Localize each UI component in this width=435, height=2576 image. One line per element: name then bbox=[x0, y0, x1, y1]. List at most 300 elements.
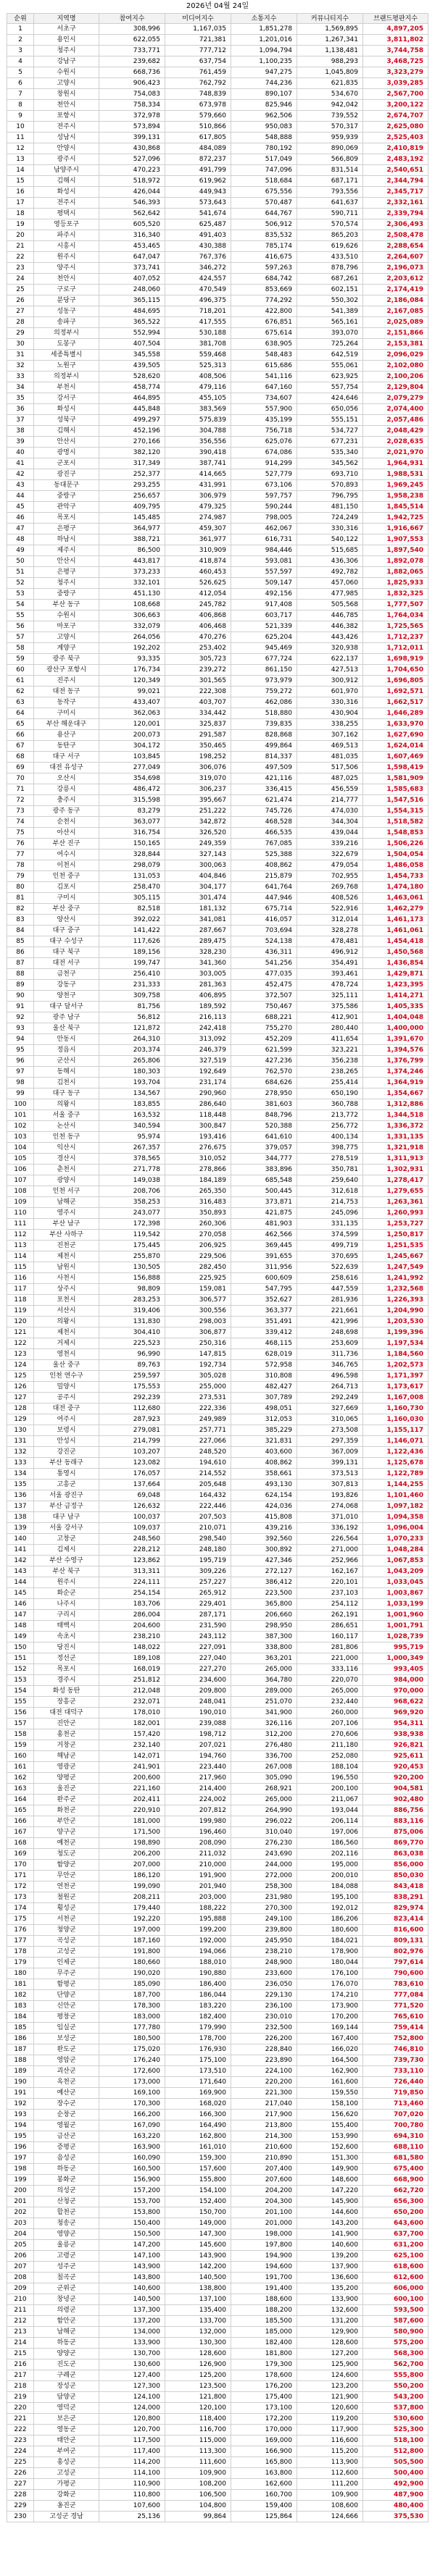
cell-community: 297,359 bbox=[297, 1436, 363, 1446]
cell-media: 430,388 bbox=[165, 241, 231, 251]
cell-brand-index: 1,423,395 bbox=[363, 980, 428, 990]
cell-region: 화성시 bbox=[34, 404, 99, 414]
cell-community: 156,620 bbox=[297, 2110, 363, 2120]
cell-media: 251,222 bbox=[165, 806, 231, 816]
cell-rank: 151 bbox=[7, 1653, 34, 1664]
cell-community: 226,564 bbox=[297, 1534, 363, 1544]
cell-community: 693,710 bbox=[297, 469, 363, 479]
cell-region: 함양군 bbox=[34, 1860, 99, 1870]
cell-rank: 10 bbox=[7, 122, 34, 132]
cell-rank: 72 bbox=[7, 795, 34, 805]
cell-region: 정읍시 bbox=[34, 1045, 99, 1055]
cell-communication: 206,660 bbox=[231, 1610, 297, 1620]
cell-participation: 157,200 bbox=[99, 2186, 165, 2196]
cell-brand-index: 797,614 bbox=[363, 1958, 428, 1968]
table-row bbox=[7, 719, 428, 730]
cell-brand-index: 2,567,700 bbox=[363, 89, 428, 99]
cell-rank: 202 bbox=[7, 2207, 34, 2218]
cell-region: 임실군 bbox=[34, 2023, 99, 2033]
table-row bbox=[7, 1143, 428, 1154]
cell-media: 229,401 bbox=[165, 1599, 231, 1609]
cell-brand-index: 1,184,560 bbox=[363, 1349, 428, 1359]
cell-communication: 506,912 bbox=[231, 219, 297, 230]
cell-participation: 107,600 bbox=[99, 2501, 165, 2511]
cell-community: 515,685 bbox=[297, 545, 363, 555]
cell-brand-index: 1,461,061 bbox=[363, 926, 428, 936]
cell-communication: 307,789 bbox=[231, 1393, 297, 1403]
cell-participation: 265,806 bbox=[99, 1056, 165, 1066]
cell-media: 248,180 bbox=[165, 1545, 231, 1555]
cell-region: 의왕시 bbox=[34, 1099, 99, 1109]
cell-brand-index: 1,554,315 bbox=[363, 806, 428, 816]
cell-rank: 216 bbox=[7, 2359, 34, 2370]
cell-media: 265,912 bbox=[165, 1588, 231, 1598]
cell-participation: 332,079 bbox=[99, 621, 165, 632]
cell-region: 증평군 bbox=[34, 2142, 99, 2152]
cell-brand-index: 1,263,361 bbox=[363, 1197, 428, 1207]
cell-community: 256,772 bbox=[297, 1121, 363, 1131]
cell-communication: 363,201 bbox=[231, 1653, 297, 1664]
cell-participation: 378,565 bbox=[99, 1154, 165, 1164]
cell-community: 457,060 bbox=[297, 578, 363, 588]
cell-region: 분당구 bbox=[34, 295, 99, 306]
cell-participation: 232,140 bbox=[99, 1740, 165, 1750]
cell-communication: 267,008 bbox=[231, 1762, 297, 1772]
cell-participation: 185,090 bbox=[99, 1979, 165, 1989]
cell-communication: 416,057 bbox=[231, 915, 297, 925]
cell-brand-index: 752,800 bbox=[363, 2034, 428, 2044]
cell-brand-index: 771,520 bbox=[363, 2001, 428, 2011]
cell-community: 344,304 bbox=[297, 817, 363, 827]
cell-rank: 159 bbox=[7, 1740, 34, 1750]
cell-brand-index: 954,311 bbox=[363, 1719, 428, 1729]
cell-region: 신안군 bbox=[34, 2001, 99, 2011]
cell-region: 대전 유성구 bbox=[34, 763, 99, 773]
cell-communication: 201,100 bbox=[231, 2207, 297, 2218]
cell-brand-index: 2,332,161 bbox=[363, 198, 428, 208]
cell-participation: 137,300 bbox=[99, 2305, 165, 2315]
cell-participation: 123,082 bbox=[99, 1458, 165, 1468]
cell-communication: 756,718 bbox=[231, 426, 297, 436]
table-row bbox=[7, 1599, 428, 1610]
table-row bbox=[7, 763, 428, 773]
table-row bbox=[7, 241, 428, 252]
cell-media: 257,227 bbox=[165, 1577, 231, 1587]
cell-region: 안성시 bbox=[34, 1436, 99, 1446]
cell-region: 광주 북구 bbox=[34, 654, 99, 664]
cell-region: 울산 북구 bbox=[34, 1023, 99, 1033]
cell-participation: 340,594 bbox=[99, 1121, 165, 1131]
cell-brand-index: 662,720 bbox=[363, 2186, 428, 2196]
cell-participation: 150,165 bbox=[99, 839, 165, 849]
table-header bbox=[7, 13, 428, 24]
cell-brand-index: 1,197,534 bbox=[363, 1338, 428, 1348]
cell-media: 417,555 bbox=[165, 317, 231, 327]
cell-communication: 1,851,278 bbox=[231, 24, 297, 34]
cell-community: 280,440 bbox=[297, 1023, 363, 1033]
cell-rank: 32 bbox=[7, 361, 34, 371]
cell-region: 광주시 bbox=[34, 154, 99, 164]
cell-community: 360,788 bbox=[297, 1099, 363, 1109]
cell-brand-index: 1,633,970 bbox=[363, 719, 428, 729]
cell-rank: 87 bbox=[7, 958, 34, 968]
cell-brand-index: 1,988,531 bbox=[363, 469, 428, 479]
cell-region: 평택시 bbox=[34, 209, 99, 219]
cell-media: 205,648 bbox=[165, 1480, 231, 1490]
cell-rank: 187 bbox=[7, 2044, 34, 2055]
cell-participation: 306,663 bbox=[99, 611, 165, 621]
cell-community: 307,162 bbox=[297, 730, 363, 740]
cell-community: 141,900 bbox=[297, 2229, 363, 2239]
cell-region: 상주시 bbox=[34, 1284, 99, 1294]
table-row bbox=[7, 741, 428, 752]
cell-rank: 119 bbox=[7, 1306, 34, 1316]
cell-participation: 110,900 bbox=[99, 2479, 165, 2489]
cell-rank: 185 bbox=[7, 2023, 34, 2033]
cell-communication: 392,560 bbox=[231, 1534, 297, 1544]
cell-participation: 254,154 bbox=[99, 1588, 165, 1598]
cell-region: 동해시 bbox=[34, 1067, 99, 1077]
cell-communication: 962,506 bbox=[231, 111, 297, 121]
cell-region: 부산 동래구 bbox=[34, 1458, 99, 1468]
cell-participation: 110,800 bbox=[99, 2490, 165, 2500]
cell-region: 노원구 bbox=[34, 361, 99, 371]
cell-participation: 409,795 bbox=[99, 502, 165, 512]
table-row bbox=[7, 2044, 428, 2055]
cell-media: 188,222 bbox=[165, 1903, 231, 1913]
cell-rank: 192 bbox=[7, 2099, 34, 2109]
cell-media: 203,000 bbox=[165, 1892, 231, 1902]
cell-rank: 90 bbox=[7, 991, 34, 1001]
cell-community: 136,600 bbox=[297, 2273, 363, 2283]
cell-brand-index: 1,122,789 bbox=[363, 1469, 428, 1479]
cell-region: 강화군 bbox=[34, 2490, 99, 2500]
table-row bbox=[7, 502, 428, 513]
cell-brand-index: 675,400 bbox=[363, 2164, 428, 2174]
cell-media: 155,800 bbox=[165, 2175, 231, 2185]
table-row bbox=[7, 904, 428, 915]
cell-participation: 528,620 bbox=[99, 372, 165, 382]
cell-brand-index: 1,462,279 bbox=[363, 904, 428, 914]
cell-media: 159,081 bbox=[165, 1284, 231, 1294]
cell-rank: 96 bbox=[7, 1056, 34, 1066]
cell-community: 412,901 bbox=[297, 1012, 363, 1023]
cell-participation: 364,977 bbox=[99, 524, 165, 534]
cell-rank: 67 bbox=[7, 741, 34, 751]
cell-community: 184,021 bbox=[297, 1936, 363, 1946]
cell-participation: 176,240 bbox=[99, 2055, 165, 2065]
cell-media: 767,376 bbox=[165, 252, 231, 262]
table-row bbox=[7, 1545, 428, 1556]
cell-community: 398,775 bbox=[297, 1143, 363, 1153]
table-row bbox=[7, 1447, 428, 1458]
cell-communication: 311,956 bbox=[231, 1262, 297, 1272]
cell-participation: 200,073 bbox=[99, 730, 165, 740]
cell-communication: 527,779 bbox=[231, 469, 297, 479]
cell-brand-index: 1,199,396 bbox=[363, 1327, 428, 1338]
table-row bbox=[7, 697, 428, 708]
cell-media: 253,402 bbox=[165, 643, 231, 653]
cell-region: 영월군 bbox=[34, 2120, 99, 2131]
cell-region: 인천 중구 bbox=[34, 871, 99, 881]
cell-media: 290,960 bbox=[165, 1088, 231, 1099]
cell-media: 207,021 bbox=[165, 1740, 231, 1750]
cell-community: 178,900 bbox=[297, 1947, 363, 1957]
cell-community: 534,727 bbox=[297, 426, 363, 436]
cell-media: 406,895 bbox=[165, 991, 231, 1001]
cell-region: 대전 중구 bbox=[34, 1404, 99, 1414]
cell-media: 145,600 bbox=[165, 2240, 231, 2250]
cell-media: 166,300 bbox=[165, 2110, 231, 2120]
cell-region: 성남시 bbox=[34, 133, 99, 143]
cell-rank: 89 bbox=[7, 980, 34, 990]
cell-region: 청도군 bbox=[34, 1849, 99, 1859]
cell-community: 566,809 bbox=[297, 154, 363, 164]
cell-brand-index: 1,696,805 bbox=[363, 676, 428, 686]
cell-media: 313,092 bbox=[165, 1034, 231, 1044]
cell-media: 350,893 bbox=[165, 1208, 231, 1218]
cell-participation: 143,800 bbox=[99, 2273, 165, 2283]
cell-participation: 668,736 bbox=[99, 67, 165, 77]
cell-communication: 675,556 bbox=[231, 187, 297, 197]
cell-brand-index: 2,153,381 bbox=[363, 339, 428, 349]
cell-rank: 113 bbox=[7, 1241, 34, 1251]
cell-communication: 197,800 bbox=[231, 2240, 297, 2250]
cell-region: 광산구 포항시 bbox=[34, 665, 99, 675]
cell-participation: 287,923 bbox=[99, 1414, 165, 1425]
cell-brand-index: 650,200 bbox=[363, 2207, 428, 2218]
cell-rank: 195 bbox=[7, 2131, 34, 2141]
cell-participation: 153,700 bbox=[99, 2197, 165, 2207]
cell-communication: 162,600 bbox=[231, 2479, 297, 2489]
cell-region: 논산시 bbox=[34, 1121, 99, 1131]
cell-media: 199,980 bbox=[165, 1816, 231, 1826]
cell-brand-index: 765,610 bbox=[363, 2012, 428, 2022]
cell-media: 248,041 bbox=[165, 1697, 231, 1707]
table-row bbox=[7, 89, 428, 100]
cell-rank: 194 bbox=[7, 2120, 34, 2131]
table-row bbox=[7, 1708, 428, 1719]
table-row bbox=[7, 56, 428, 67]
cell-participation: 224,111 bbox=[99, 1577, 165, 1587]
cell-participation: 277,049 bbox=[99, 763, 165, 773]
cell-region: 고창군 bbox=[34, 1534, 99, 1544]
cell-brand-index: 2,151,866 bbox=[363, 328, 428, 338]
cell-brand-index: 1,607,469 bbox=[363, 752, 428, 762]
cell-region: 칠곡군 bbox=[34, 2273, 99, 2283]
cell-community: 481,035 bbox=[297, 752, 363, 762]
cell-participation: 86,500 bbox=[99, 545, 165, 555]
cell-media: 414,665 bbox=[165, 469, 231, 479]
cell-brand-index: 2,167,085 bbox=[363, 306, 428, 316]
cell-region: 옥천군 bbox=[34, 2077, 99, 2087]
cell-community: 265,000 bbox=[297, 1686, 363, 1696]
cell-region: 부산 동구 bbox=[34, 600, 99, 610]
cell-brand-index: 1,400,000 bbox=[363, 1023, 428, 1033]
cell-region: 남해군 bbox=[34, 1197, 99, 1207]
cell-rank: 227 bbox=[7, 2479, 34, 2489]
cell-region: 안산시 bbox=[34, 437, 99, 447]
cell-media: 214,552 bbox=[165, 1469, 231, 1479]
cell-rank: 30 bbox=[7, 339, 34, 349]
cell-participation: 622,055 bbox=[99, 35, 165, 45]
cell-participation: 256,657 bbox=[99, 491, 165, 501]
cell-rank: 26 bbox=[7, 295, 34, 306]
cell-participation: 178,300 bbox=[99, 2001, 165, 2011]
table-row bbox=[7, 1740, 428, 1751]
cell-community: 180,044 bbox=[297, 1958, 363, 1968]
cell-community: 522,916 bbox=[297, 904, 363, 914]
cell-participation: 117,626 bbox=[99, 936, 165, 947]
cell-brand-index: 1,548,853 bbox=[363, 828, 428, 838]
cell-brand-index: 1,506,226 bbox=[363, 839, 428, 849]
cell-communication: 590,244 bbox=[231, 502, 297, 512]
cell-rank: 147 bbox=[7, 1610, 34, 1620]
cell-community: 796,795 bbox=[297, 491, 363, 501]
cell-media: 118,448 bbox=[165, 1110, 231, 1120]
cell-participation: 117,500 bbox=[99, 2436, 165, 2446]
cell-community: 338,255 bbox=[297, 719, 363, 729]
cell-community: 148,600 bbox=[297, 2175, 363, 2185]
cell-community: 214,777 bbox=[297, 795, 363, 805]
cell-brand-index: 984,000 bbox=[363, 1675, 428, 1685]
table-row bbox=[7, 871, 428, 882]
cell-rank: 166 bbox=[7, 1816, 34, 1826]
table-row bbox=[7, 1208, 428, 1219]
cell-rank: 163 bbox=[7, 1784, 34, 1794]
table-row bbox=[7, 1936, 428, 1947]
cell-region: 울산 중구 bbox=[34, 1360, 99, 1370]
cell-communication: 213,800 bbox=[231, 2120, 297, 2131]
cell-community: 147,220 bbox=[297, 2186, 363, 2196]
cell-region: 부산 사하구 bbox=[34, 1230, 99, 1240]
cell-media: 575,839 bbox=[165, 415, 231, 425]
cell-rank: 190 bbox=[7, 2077, 34, 2087]
cell-community: 252,966 bbox=[297, 1556, 363, 1566]
cell-region: 구례군 bbox=[34, 2370, 99, 2380]
cell-participation: 647,047 bbox=[99, 252, 165, 262]
cell-brand-index: 2,021,970 bbox=[363, 448, 428, 458]
cell-media: 245,782 bbox=[165, 600, 231, 610]
table-row bbox=[7, 2501, 428, 2512]
cell-communication: 244,000 bbox=[231, 1860, 297, 1870]
cell-community: 487,025 bbox=[297, 773, 363, 784]
cell-rank: 131 bbox=[7, 1436, 34, 1446]
cell-media: 872,237 bbox=[165, 154, 231, 164]
cell-media: 306,877 bbox=[165, 1327, 231, 1338]
table-row bbox=[7, 2436, 428, 2446]
cell-community: 161,600 bbox=[297, 2077, 363, 2087]
cell-brand-index: 1,146,071 bbox=[363, 1436, 428, 1446]
cell-communication: 541,116 bbox=[231, 372, 297, 382]
cell-region: 부산 해운대구 bbox=[34, 719, 99, 729]
cell-rank: 47 bbox=[7, 524, 34, 534]
cell-media: 227,066 bbox=[165, 1436, 231, 1446]
cell-community: 739,552 bbox=[297, 111, 363, 121]
cell-media: 164,432 bbox=[165, 1490, 231, 1501]
cell-media: 625,487 bbox=[165, 219, 231, 230]
cell-media: 316,483 bbox=[165, 1197, 231, 1207]
cell-community: 411,654 bbox=[297, 1034, 363, 1044]
cell-rank: 158 bbox=[7, 1729, 34, 1740]
cell-communication: 217,900 bbox=[231, 2110, 297, 2120]
cell-brand-index: 2,174,419 bbox=[363, 285, 428, 295]
cell-rank: 109 bbox=[7, 1197, 34, 1207]
cell-participation: 733,771 bbox=[99, 46, 165, 56]
cell-rank: 100 bbox=[7, 1099, 34, 1109]
cell-communication: 220,200 bbox=[231, 2077, 297, 2087]
cell-communication: 421,116 bbox=[231, 773, 297, 784]
cell-participation: 304,172 bbox=[99, 741, 165, 751]
cell-brand-index: 1,321,918 bbox=[363, 1143, 428, 1153]
cell-community: 424,646 bbox=[297, 393, 363, 403]
cell-participation: 486,472 bbox=[99, 784, 165, 794]
cell-region: 금천구 bbox=[34, 969, 99, 979]
cell-rank: 213 bbox=[7, 2327, 34, 2337]
cell-rank: 197 bbox=[7, 2153, 34, 2163]
cell-communication: 251,070 bbox=[231, 1697, 297, 1707]
table-row bbox=[7, 2414, 428, 2425]
cell-media: 470,549 bbox=[165, 285, 231, 295]
cell-brand-index: 562,700 bbox=[363, 2359, 428, 2370]
cell-rank: 128 bbox=[7, 1404, 34, 1414]
cell-community: 286,651 bbox=[297, 1621, 363, 1631]
cell-rank: 41 bbox=[7, 458, 34, 469]
cell-region: 정선군 bbox=[34, 1653, 99, 1664]
cell-brand-index: 920,453 bbox=[363, 1762, 428, 1772]
cell-community: 555,151 bbox=[297, 415, 363, 425]
cell-media: 231,590 bbox=[165, 1621, 231, 1631]
cell-communication: 950,083 bbox=[231, 122, 297, 132]
cell-communication: 452,475 bbox=[231, 980, 297, 990]
cell-rank: 83 bbox=[7, 915, 34, 925]
cell-participation: 171,500 bbox=[99, 1827, 165, 1837]
table-row bbox=[7, 1990, 428, 2001]
cell-participation: 203,374 bbox=[99, 1045, 165, 1055]
cell-rank: 154 bbox=[7, 1686, 34, 1696]
table-row bbox=[7, 426, 428, 437]
cell-region: 부산 수영구 bbox=[34, 1556, 99, 1566]
cell-participation: 189,108 bbox=[99, 1653, 165, 1664]
cell-rank: 57 bbox=[7, 632, 34, 642]
cell-communication: 160,700 bbox=[231, 2490, 297, 2500]
cell-rank: 205 bbox=[7, 2240, 34, 2250]
cell-community: 192,012 bbox=[297, 1903, 363, 1913]
cell-participation: 193,704 bbox=[99, 1078, 165, 1088]
table-row bbox=[7, 1012, 428, 1023]
cell-brand-index: 1,226,393 bbox=[363, 1295, 428, 1305]
cell-rank: 211 bbox=[7, 2305, 34, 2315]
cell-community: 430,904 bbox=[297, 708, 363, 718]
cell-media: 310,909 bbox=[165, 545, 231, 555]
table-row bbox=[7, 2251, 428, 2262]
cell-communication: 176,200 bbox=[231, 2381, 297, 2391]
cell-communication: 492,156 bbox=[231, 589, 297, 599]
table-row bbox=[7, 1523, 428, 1534]
cell-media: 168,020 bbox=[165, 2099, 231, 2109]
cell-community: 180,600 bbox=[297, 1925, 363, 1935]
table-row bbox=[7, 2359, 428, 2370]
cell-media: 306,979 bbox=[165, 491, 231, 501]
cell-community: 271,000 bbox=[297, 1545, 363, 1555]
cell-community: 248,698 bbox=[297, 1327, 363, 1338]
cell-communication: 326,116 bbox=[231, 1719, 297, 1729]
cell-communication: 230,010 bbox=[231, 2012, 297, 2022]
cell-region: 남양주시 bbox=[34, 165, 99, 175]
cell-rank: 141 bbox=[7, 1545, 34, 1555]
cell-brand-index: 512,800 bbox=[363, 2446, 428, 2457]
header-brand-index: 브랜드평판지수 bbox=[363, 14, 428, 23]
